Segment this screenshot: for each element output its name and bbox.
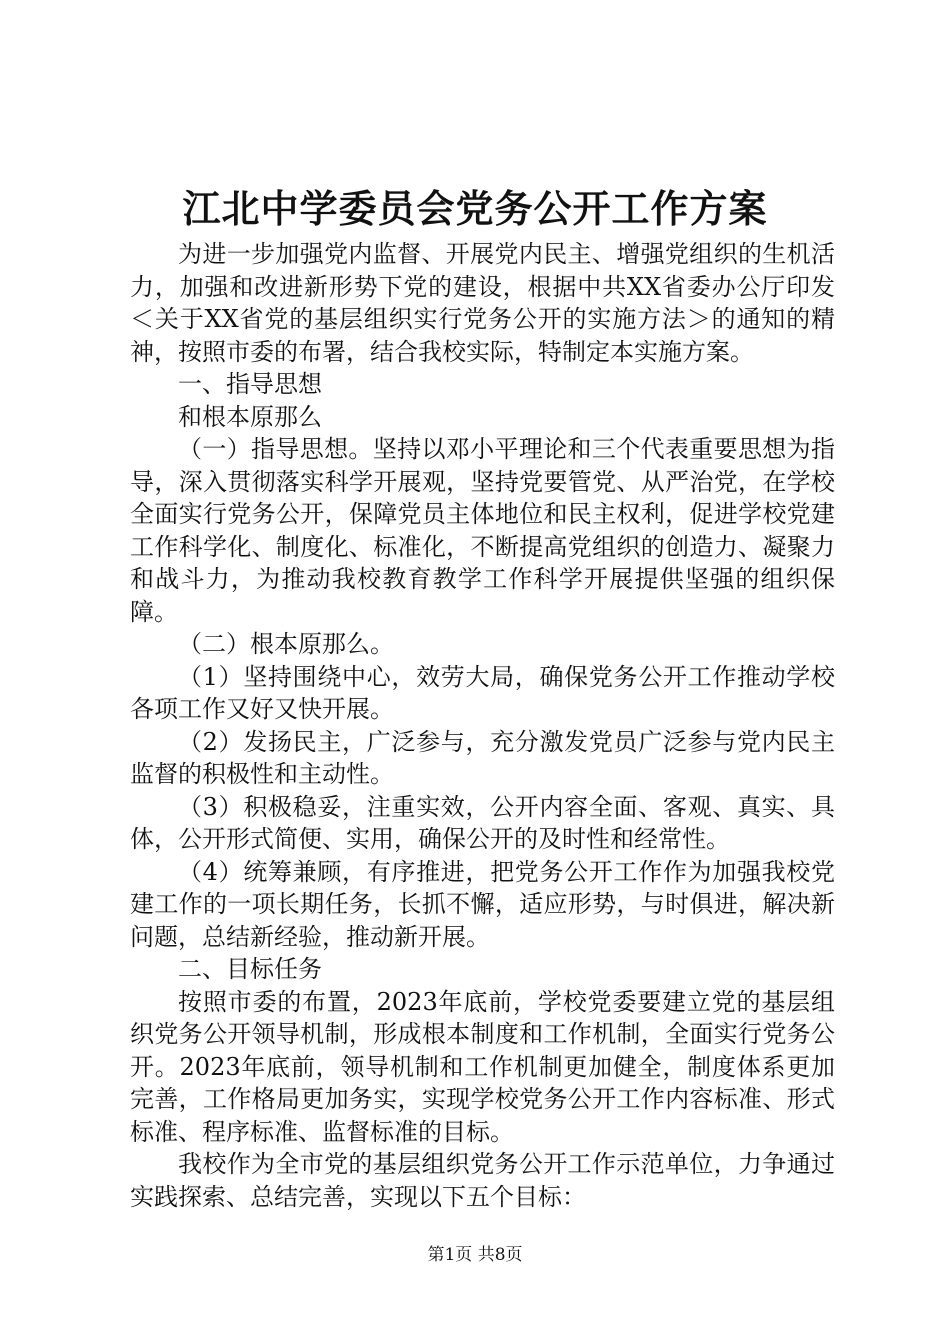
principle-item-2: （2）发扬民主，广泛参与，充分激发党员广泛参与党内民主监督的积极性和主动性。 xyxy=(130,727,835,788)
principle-item-1: （1）坚持围绕中心，效劳大局，确保党务公开工作推动学校各项工作又好又快开展。 xyxy=(130,662,835,723)
section-heading-goals: 二、目标任务 xyxy=(178,955,322,983)
demo-unit-paragraph: 我校作为全市党的基层组织党务公开工作示范单位，力争通过实践探索、总结完善，实现以下五个目标： xyxy=(130,1150,835,1211)
goals-paragraph: 按照市委的布置，2023年底前，学校党委要建立党的基层组织党务公开领导机制，形成根本制度和工作机制，全面实行党务公开。2023年底前，领导机制和工作机制更加健全，制度体系更加完善，工作格局更加务实，实现学校党务公开工作内容标准、形式标准、程序标准、监督标准的目标。 xyxy=(130,987,835,1146)
section-heading-principles: 和根本原那么 xyxy=(178,402,322,431)
principle-item-3: （3）积极稳妥，注重实效，公开内容全面、客观、真实、具体，公开形式简便、实用，确保公开的及时性和经常性。 xyxy=(130,792,835,853)
intro-paragraph: 为进一步加强党内监督、开展党内民主、增强党组织的生机活力，加强和改进新形势下党的建设，根据中共XX省委办公厅印发＜关于XX省党的基层组织实行党务公开的实施方法＞的通知的精神，按照市委的布署，结合我校实际，特制定本实施方案。 xyxy=(130,240,835,366)
document-title: 江北中学委员会党务公开工作方案 xyxy=(182,186,768,231)
principle-item-4: （4）统筹兼顾，有序推进，把党务公开工作作为加强我校党建工作的一项长期任务，长抓不懈，适应形势，与时俱进，解决新问题，总结新经验，推动新开展。 xyxy=(130,857,835,951)
guiding-thought-paragraph: （一）指导思想。坚持以邓小平理论和三个代表重要思想为指导，深入贯彻落实科学开展观，坚持党要管党、从严治党，在学校全面实行党务公开，保障党员主体地位和民主权利，促进学校党建工作科学化、制度化、标准化，不断提高党组织的创造力、凝聚力和战斗力，为推动我校教育教学工作科学开展提供坚强的组织保障。 xyxy=(130,435,835,626)
section-heading-guiding-thought: 一、指导思想 xyxy=(178,370,322,398)
page-number-footer: 第1页 共8页 xyxy=(427,1245,523,1265)
principles-subheading: （二）根本原那么。 xyxy=(178,630,394,658)
document-body xyxy=(130,238,835,1213)
